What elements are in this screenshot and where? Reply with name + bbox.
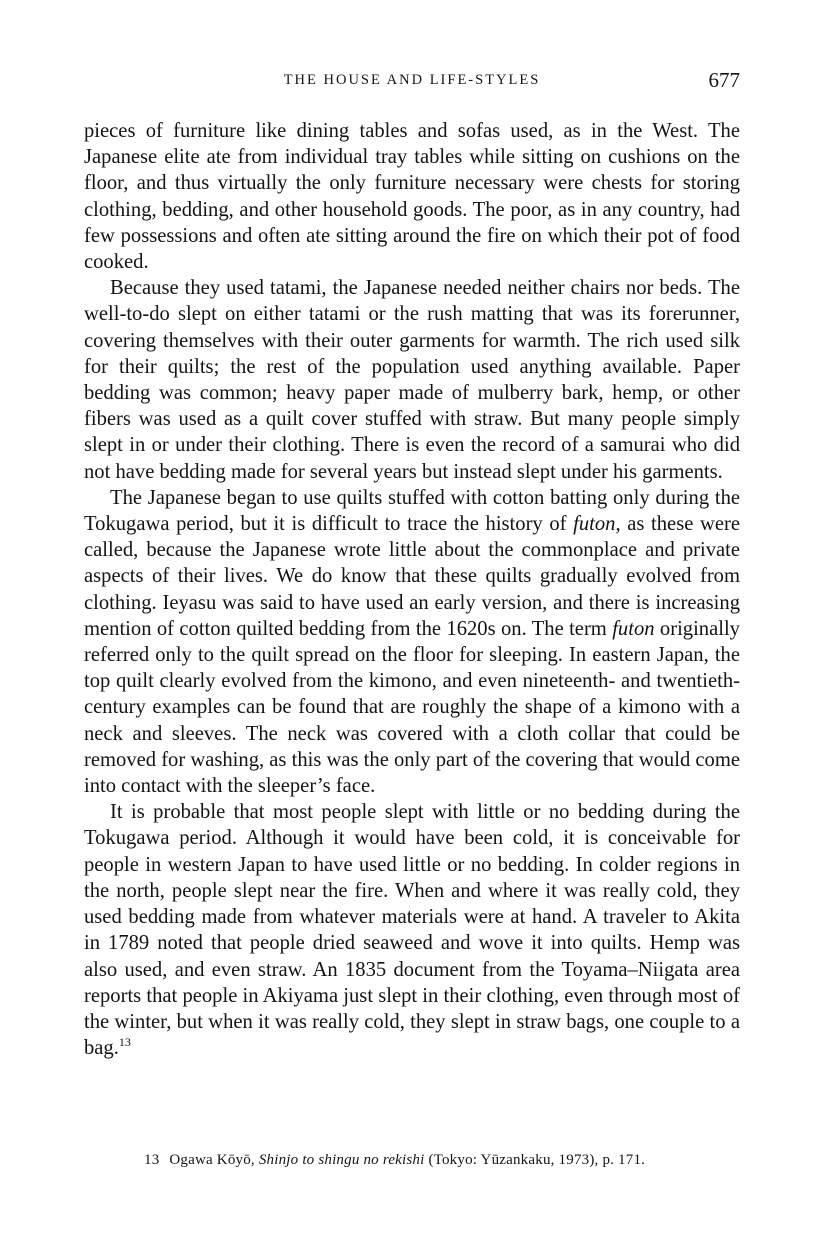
paragraph xyxy=(84,118,740,275)
text-run: The Japanese began to use quilts stuffed with cotton batting only during the Tokugawa period, but it is difficult to trace the history of xyxy=(84,486,740,536)
page-number: 677 xyxy=(708,68,740,92)
footnote-author: Ogawa Kōyō, xyxy=(169,1152,255,1168)
text-run: It is probable that most people slept with little or no bedding during the Tokugawa period. Although it would have been cold, it is conceivable for people in western Japan to have used little or no bedding. In colder regions in the north, people slept near the fire. When and where it was really cold, they used bedding made from whatever materials were at hand. A traveler to Akita in 1789 noted that people dried seaweed and wove it into quilts. Hemp was also used, and even straw. An 1835 document from the Toyama–Niigata area reports that people in Akiyama just slept in their clothing, even through most of the winter, but when it was really cold, they slept in straw bags, one couple to a bag. xyxy=(84,801,740,1060)
running-title: THE HOUSE AND LIFE-STYLES xyxy=(283,72,541,88)
text-run: originally referred only to the quilt spread on the floor for sleeping. In eastern Japan, the top quilt clearly evolved from the kimono, and even nineteenth- and twentieth-century examples can be found that are roughly the shape of a kimono with a neck and sleeves. The neck was covered with a cloth collar that could be removed for washing, as this was the only part of the covering that would come into contact with the sleeper’s face. xyxy=(84,617,740,798)
paragraph xyxy=(84,485,740,799)
footnote-publication: (Tokyo: Yūzankaku, 1973), p. 171. xyxy=(424,1152,646,1168)
text-run: Because they used tatami, the Japanese needed neither chairs nor beds. The well-to-do slept on either tatami or the rush matting that was its forerunner, covering themselves with their outer garments for warmth. The rich used silk for their quilts; the rest of the population used anything available. Paper bedding was common; heavy paper made of mulberry bark, hemp, or other fibers was used as a quilt cover stuffed with straw. But many people simply slept in or under their clothing. There is even the record of a samurai who did not have bedding made for several years but instead slept under his garments. xyxy=(84,277,740,483)
footnote-number: 13 xyxy=(144,1152,160,1168)
paragraph xyxy=(84,799,740,1061)
italic-term: futon, xyxy=(573,513,621,536)
body-text xyxy=(84,118,740,1061)
text-run: pieces of furniture like dining tables and sofas used, as in the West. The Japanese elite ate from individual tray tables while sitting on cushions on the floor, and thus virtually the only furniture necessary were chests for storing clothing, bedding, and other household goods. The poor, as in any country, had few possessions and often ate sitting around the fire on which their pot of food cooked. xyxy=(84,120,740,274)
text-run: as these were called, because the Japanese wrote little about the commonplace and private aspects of their lives. We do know that these quilts gradually evolved from clothing. Ieyasu was said to have used an early version, and there is increasing mention of cotton quilted bedding from the 1620s on. The term xyxy=(84,513,740,640)
italic-term: futon xyxy=(612,617,655,640)
footnote-reference: 13 xyxy=(118,1035,131,1050)
footnote-book-title: Shinjo to shingu no rekishi xyxy=(258,1152,425,1168)
running-header xyxy=(84,70,740,100)
paragraph xyxy=(84,275,740,485)
footnote xyxy=(144,1152,744,1169)
